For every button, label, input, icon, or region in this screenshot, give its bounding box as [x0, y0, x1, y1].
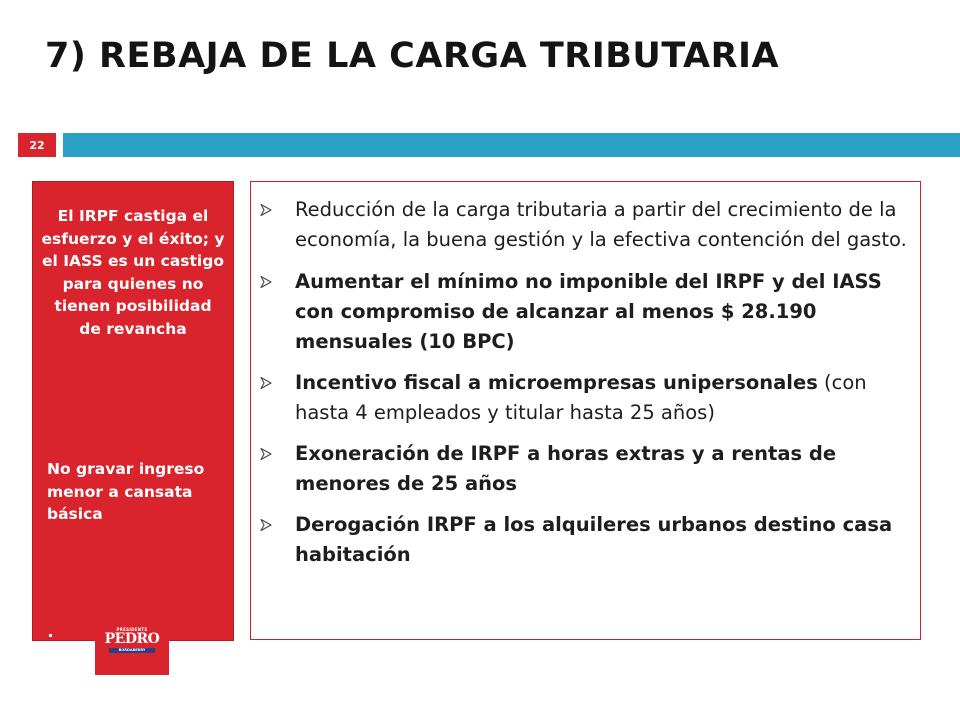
- bullet-bold-text: Incentivo fiscal a microempresas unipersonales: [295, 371, 818, 394]
- bullet-bold-text: Derogación IRPF a los alquileres urbanos destino casa habitación: [295, 513, 893, 566]
- bullet-bold-text: Aumentar el mínimo no imponible del IRPF y del IASS con compromiso de alcanzar al menos $ 28.190 mensuales: [295, 270, 882, 353]
- header-divider-bar: [63, 133, 960, 157]
- slide-title: 7) REBAJA DE LA CARGA TRIBUTARIA: [45, 36, 780, 76]
- list-item: [259, 267, 910, 357]
- campaign-logo: [95, 605, 169, 675]
- bullet-text: (10 BPC): [412, 330, 515, 353]
- list-item: [259, 368, 910, 428]
- slide-number-badge: 22: [18, 133, 56, 157]
- chevron-right-icon: [259, 275, 273, 289]
- logo-band: BORDABERRY: [109, 648, 155, 653]
- chevron-right-icon: [259, 203, 273, 217]
- chevron-right-icon: [259, 447, 273, 461]
- side-panel-dot: [49, 634, 52, 637]
- side-panel-note: No gravar ingreso menor a cansata básica: [47, 460, 205, 523]
- bullet-text: Reducción de la carga tributaria a partir del crecimiento de la economía, la buena gestión y la efectiva contención del gasto.: [295, 198, 907, 251]
- side-panel: [32, 181, 234, 641]
- content-box: [250, 181, 921, 640]
- list-item: [259, 439, 910, 499]
- logo-top-line: PRESIDENTE: [116, 627, 148, 632]
- list-item: [259, 195, 910, 255]
- bullet-bold-text: Exoneración de IRPF a horas extras y a rentas de menores de 25 años: [295, 442, 837, 495]
- list-item: [259, 510, 910, 570]
- chevron-right-icon: [259, 376, 273, 390]
- bullet-text: (con hasta 4 empleados y titular hasta 25 años): [295, 371, 867, 424]
- chevron-right-icon: [259, 518, 273, 532]
- logo-name: PEDRO: [104, 631, 160, 647]
- bullet-list: [259, 195, 910, 581]
- side-panel-quote: El IRPF castiga el esfuerzo y el éxito; y el IASS es un castigo para quienes no tienen posibilidad de revancha: [41, 207, 225, 338]
